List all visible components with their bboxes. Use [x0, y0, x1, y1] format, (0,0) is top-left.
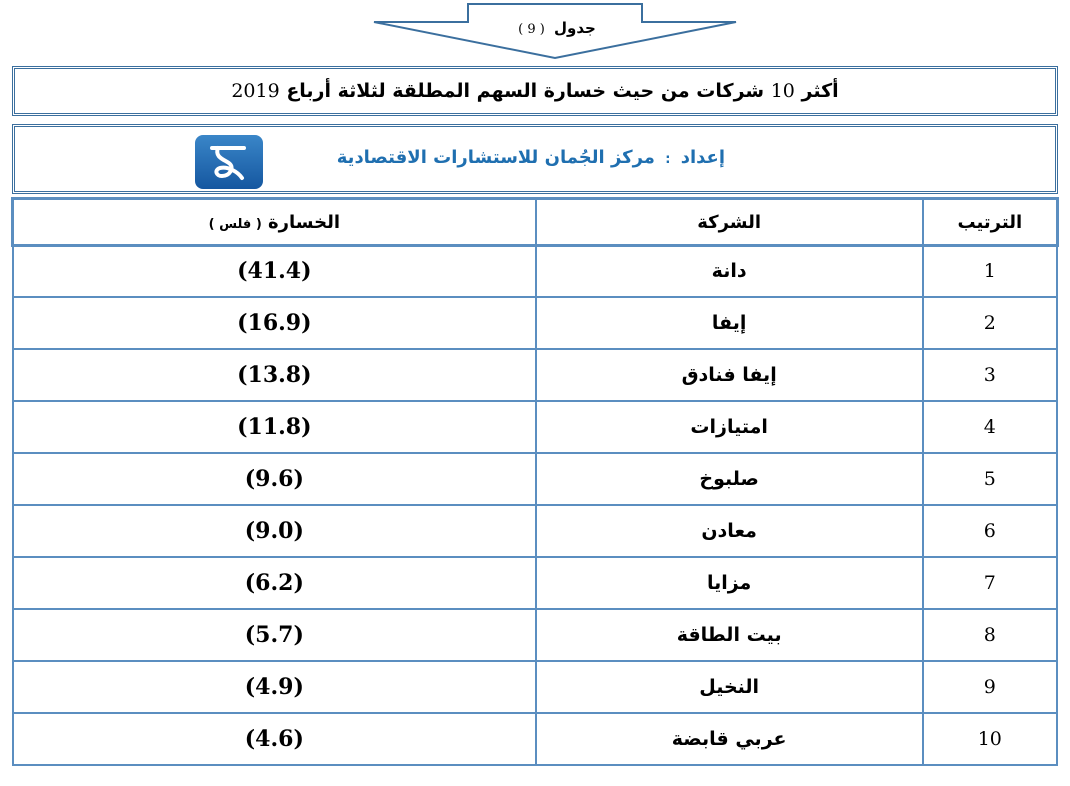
jumman-logo-icon: [195, 135, 263, 189]
table-row: [13, 609, 1057, 661]
banner-word: جدول: [553, 19, 596, 37]
table-number-banner: [372, 2, 738, 60]
company-cell: إيفا فنادق: [536, 349, 923, 401]
table-row: [13, 505, 1057, 557]
company-cell: إيفا: [536, 297, 923, 349]
loss-cell: (4.9): [13, 661, 536, 713]
title-prefix: أكثر: [801, 80, 839, 102]
rank-cell: 7: [923, 557, 1057, 609]
loss-cell: (41.4): [13, 245, 536, 297]
title-box: [12, 66, 1058, 116]
credit-prefix: إعداد: [680, 147, 725, 168]
page-title: [231, 80, 838, 102]
losses-table: [12, 198, 1058, 766]
loss-cell: (4.6): [13, 713, 536, 765]
company-cell: دانة: [536, 245, 923, 297]
table-row: [13, 453, 1057, 505]
header-rank: الترتيب: [923, 199, 1057, 245]
header-loss-label: الخسارة: [268, 211, 341, 233]
company-cell: مزايا: [536, 557, 923, 609]
credit-line: [337, 147, 725, 168]
table-row: [13, 401, 1057, 453]
company-cell: صلبوخ: [536, 453, 923, 505]
table-row: [13, 245, 1057, 297]
company-cell: معادن: [536, 505, 923, 557]
loss-cell: (16.9): [13, 297, 536, 349]
loss-cell: (9.0): [13, 505, 536, 557]
loss-cell: (6.2): [13, 557, 536, 609]
loss-cell: (13.8): [13, 349, 536, 401]
credit-separator: :: [665, 152, 671, 167]
company-cell: النخيل: [536, 661, 923, 713]
table-row: [13, 713, 1057, 765]
company-cell: امتيازات: [536, 401, 923, 453]
table-row: [13, 661, 1057, 713]
table-row: [13, 297, 1057, 349]
loss-cell: (11.8): [13, 401, 536, 453]
rank-cell: 6: [923, 505, 1057, 557]
credit-name: مركز الجُمان للاستشارات الاقتصادية: [336, 147, 655, 168]
table-row: [13, 349, 1057, 401]
header-company: الشركة: [536, 199, 923, 245]
title-year: 2019: [231, 80, 280, 102]
banner-label: [372, 18, 738, 37]
company-cell: بيت الطاقة: [536, 609, 923, 661]
header-loss: [13, 199, 536, 245]
loss-cell: (5.7): [13, 609, 536, 661]
header-loss-unit: ( فلس ): [208, 216, 262, 232]
table-header-row: [13, 199, 1057, 245]
company-cell: عربي قابضة: [536, 713, 923, 765]
rank-cell: 1: [923, 245, 1057, 297]
rank-cell: 5: [923, 453, 1057, 505]
banner-number: ( 9 ): [518, 22, 545, 37]
loss-cell: (9.6): [13, 453, 536, 505]
rank-cell: 2: [923, 297, 1057, 349]
title-count: 10: [770, 80, 795, 102]
rank-cell: 8: [923, 609, 1057, 661]
credit-box: [12, 124, 1058, 194]
title-middle: شركات من حيث خسارة السهم المطلقة لثلاثة أرباع: [286, 80, 765, 102]
rank-cell: 10: [923, 713, 1057, 765]
table-row: [13, 557, 1057, 609]
rank-cell: 3: [923, 349, 1057, 401]
rank-cell: 4: [923, 401, 1057, 453]
rank-cell: 9: [923, 661, 1057, 713]
